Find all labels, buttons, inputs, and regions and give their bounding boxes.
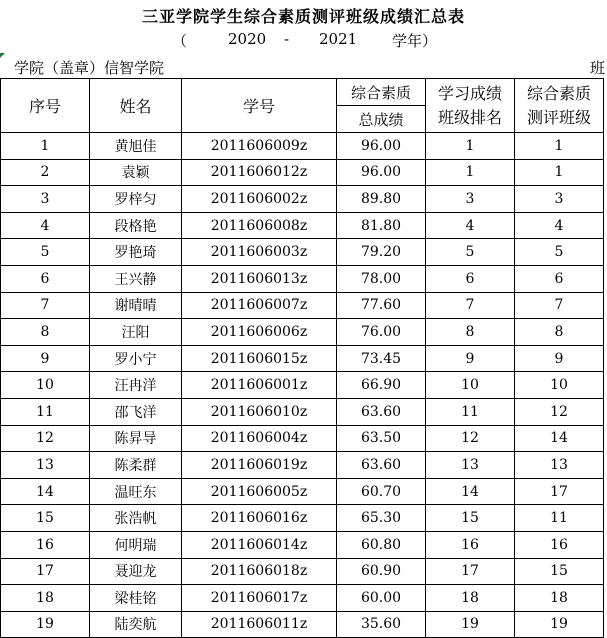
cell-name: 温旺东: [90, 478, 182, 505]
cell-total-score: 73.45: [337, 345, 426, 372]
cell-total-score: 60.80: [337, 531, 426, 558]
cell-total-score: 63.60: [337, 452, 426, 479]
cell-seq: 3: [1, 186, 90, 213]
cell-quality-rank: 10: [515, 372, 604, 399]
cell-seq: 14: [1, 478, 90, 505]
academic-year-line: [0, 30, 607, 52]
cell-total-score: 77.60: [337, 292, 426, 319]
cell-total-score: 60.90: [337, 558, 426, 585]
cell-student-id: 2011606019z: [182, 452, 337, 479]
cell-seq: 19: [1, 611, 90, 638]
cell-comment-marker-icon: [0, 53, 5, 58]
table-row: [1, 531, 604, 558]
cell-total-score: 81.80: [337, 212, 426, 239]
cell-name: 陈昇导: [90, 425, 182, 452]
cell-name: 谢晴晴: [90, 292, 182, 319]
year-dash: -: [284, 30, 290, 48]
cell-quality-rank: 5: [515, 239, 604, 266]
cell-quality-rank: 11: [515, 505, 604, 532]
cell-total-score: 96.00: [337, 133, 426, 160]
cell-total-score: 60.00: [337, 585, 426, 612]
cell-name: 何明瑞: [90, 531, 182, 558]
table-row: [1, 239, 604, 266]
cell-study-rank: 14: [426, 478, 515, 505]
cell-name: 陆奕航: [90, 611, 182, 638]
cell-seq: 13: [1, 452, 90, 479]
cell-seq: 12: [1, 425, 90, 452]
cell-quality-rank: 12: [515, 398, 604, 425]
cell-quality-rank: 14: [515, 425, 604, 452]
cell-seq: 17: [1, 558, 90, 585]
cell-total-score: 63.50: [337, 425, 426, 452]
cell-name: 袁颖: [90, 159, 182, 186]
cell-seq: 1: [1, 133, 90, 160]
cell-study-rank: 1: [426, 133, 515, 160]
table-row: [1, 478, 604, 505]
cell-study-rank: 6: [426, 265, 515, 292]
cell-seq: 7: [1, 292, 90, 319]
cell-seq: 9: [1, 345, 90, 372]
table-row: [1, 452, 604, 479]
cell-quality-rank: 19: [515, 611, 604, 638]
cell-name: 黄旭佳: [90, 133, 182, 160]
cell-name: 聂迎龙: [90, 558, 182, 585]
cell-quality-rank: 4: [515, 212, 604, 239]
cell-seq: 4: [1, 212, 90, 239]
cell-name: 汪冉洋: [90, 372, 182, 399]
table-row: [1, 265, 604, 292]
cell-quality-rank: 9: [515, 345, 604, 372]
cell-name: 罗艳琦: [90, 239, 182, 266]
cell-student-id: 2011606010z: [182, 398, 337, 425]
cell-quality-rank: 16: [515, 531, 604, 558]
table-row: [1, 133, 604, 160]
cell-study-rank: 10: [426, 372, 515, 399]
cell-name: 邵飞洋: [90, 398, 182, 425]
header-name: 姓名: [90, 79, 182, 133]
year-start: 2020: [228, 30, 267, 48]
cell-study-rank: 7: [426, 292, 515, 319]
table-row: [1, 345, 604, 372]
cell-study-rank: 16: [426, 531, 515, 558]
table-row: [1, 558, 604, 585]
cell-quality-rank: 1: [515, 133, 604, 160]
cell-seq: 8: [1, 319, 90, 346]
table-row: [1, 505, 604, 532]
table-row: [1, 159, 604, 186]
score-summary-table: [0, 78, 604, 638]
cell-study-rank: 12: [426, 425, 515, 452]
cell-student-id: 2011606014z: [182, 531, 337, 558]
cell-quality-rank: 8: [515, 319, 604, 346]
cell-quality-rank: 7: [515, 292, 604, 319]
header-row: [1, 79, 604, 106]
table-row: [1, 425, 604, 452]
cell-student-id: 2011606017z: [182, 585, 337, 612]
cell-quality-rank: 13: [515, 452, 604, 479]
cell-study-rank: 15: [426, 505, 515, 532]
cell-name: 段格艳: [90, 212, 182, 239]
cell-study-rank: 8: [426, 319, 515, 346]
page-title: 三亚学院学生综合素质测评班级成绩汇总表: [141, 7, 465, 26]
cell-total-score: 35.60: [337, 611, 426, 638]
cell-study-rank: 5: [426, 239, 515, 266]
cell-study-rank: 1: [426, 159, 515, 186]
table-row: [1, 319, 604, 346]
cell-seq: 10: [1, 372, 90, 399]
cell-study-rank: 4: [426, 212, 515, 239]
cell-student-id: 2011606015z: [182, 345, 337, 372]
cell-student-id: 2011606016z: [182, 505, 337, 532]
cell-total-score: 63.60: [337, 398, 426, 425]
cell-seq: 2: [1, 159, 90, 186]
cell-student-id: 2011606018z: [182, 558, 337, 585]
class-label: 班: [589, 59, 605, 77]
cell-student-id: 2011606001z: [182, 372, 337, 399]
header-seq: 序号: [1, 79, 90, 133]
cell-total-score: 79.20: [337, 239, 426, 266]
cell-name: 王兴静: [90, 265, 182, 292]
cell-quality-rank: 15: [515, 558, 604, 585]
cell-quality-rank: 18: [515, 585, 604, 612]
cell-student-id: 2011606004z: [182, 425, 337, 452]
cell-student-id: 2011606011z: [182, 611, 337, 638]
cell-seq: 18: [1, 585, 90, 612]
college-stamp-label: 学院（盖章）信智学院: [14, 59, 165, 77]
cell-seq: 11: [1, 398, 90, 425]
cell-name: 罗小宁: [90, 345, 182, 372]
cell-study-rank: 11: [426, 398, 515, 425]
year-open-paren: （: [172, 32, 188, 50]
cell-name: 汪阳: [90, 319, 182, 346]
cell-student-id: 2011606013z: [182, 265, 337, 292]
table-row: [1, 611, 604, 638]
cell-name: 梁桂铭: [90, 585, 182, 612]
cell-quality-rank: 3: [515, 186, 604, 213]
cell-student-id: 2011606008z: [182, 212, 337, 239]
cell-total-score: 76.00: [337, 319, 426, 346]
cell-total-score: 66.90: [337, 372, 426, 399]
year-label: 学年）: [392, 32, 438, 50]
cell-total-score: 78.00: [337, 265, 426, 292]
cell-study-rank: 9: [426, 345, 515, 372]
cell-study-rank: 19: [426, 611, 515, 638]
table-row: [1, 585, 604, 612]
cell-total-score: 89.80: [337, 186, 426, 213]
cell-name: 罗梓匀: [90, 186, 182, 213]
cell-name: 张浩帆: [90, 505, 182, 532]
cell-student-id: 2011606002z: [182, 186, 337, 213]
cell-student-id: 2011606003z: [182, 239, 337, 266]
cell-study-rank: 13: [426, 452, 515, 479]
cell-seq: 6: [1, 265, 90, 292]
cell-study-rank: 3: [426, 186, 515, 213]
cell-student-id: 2011606005z: [182, 478, 337, 505]
table-row: [1, 372, 604, 399]
cell-study-rank: 18: [426, 585, 515, 612]
header-score-top: 综合素质: [337, 79, 426, 106]
cell-study-rank: 17: [426, 558, 515, 585]
header-student-id: 学号: [182, 79, 337, 133]
table-row: [1, 212, 604, 239]
cell-quality-rank: 17: [515, 478, 604, 505]
cell-total-score: 60.70: [337, 478, 426, 505]
cell-seq: 16: [1, 531, 90, 558]
header-quality-rank: 综合素质测评班级: [515, 79, 604, 133]
cell-name: 陈柔群: [90, 452, 182, 479]
cell-student-id: 2011606009z: [182, 133, 337, 160]
cell-student-id: 2011606012z: [182, 159, 337, 186]
cell-seq: 5: [1, 239, 90, 266]
year-end: 2021: [319, 30, 358, 48]
cell-student-id: 2011606007z: [182, 292, 337, 319]
header-study-rank: 学习成绩班级排名: [426, 79, 515, 133]
cell-student-id: 2011606006z: [182, 319, 337, 346]
cell-seq: 15: [1, 505, 90, 532]
cell-total-score: 65.30: [337, 505, 426, 532]
header-score-bottom: 总成绩: [337, 106, 426, 133]
cell-total-score: 96.00: [337, 159, 426, 186]
table-row: [1, 292, 604, 319]
cell-quality-rank: 6: [515, 265, 604, 292]
table-row: [1, 186, 604, 213]
table-row: [1, 398, 604, 425]
cell-quality-rank: 1: [515, 159, 604, 186]
